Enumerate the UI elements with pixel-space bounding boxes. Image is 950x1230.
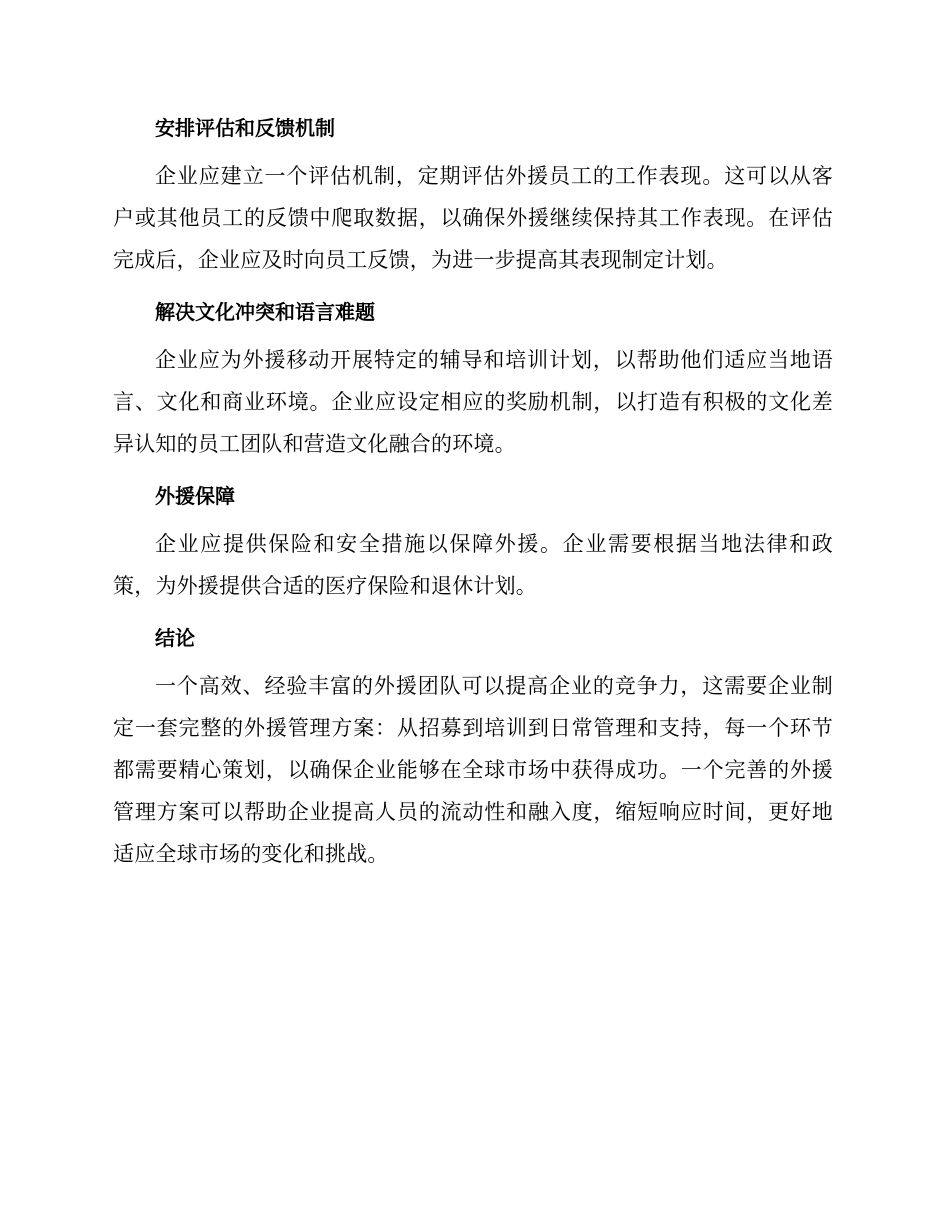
- section-support-guarantee: [113, 476, 833, 607]
- section-paragraph: 企业应提供保险和安全措施以保障外援。企业需要根据当地法律和政策，为外援提供合适的医疗保险和退休计划。: [113, 532, 833, 598]
- section-evaluation-feedback: [113, 108, 833, 281]
- section-paragraph: 企业应为外援移动开展特定的辅导和培训计划，以帮助他们适应当地语言、文化和商业环境。企业应设定相应的奖励机制，以打造有积极的文化差异认知的员工团队和营造文化融合的环境。: [113, 348, 833, 456]
- section-culture-language: [113, 292, 833, 465]
- section-heading: 解决文化冲突和语言难题: [155, 300, 375, 324]
- section-conclusion: [113, 618, 833, 875]
- section-heading: 结论: [155, 626, 195, 650]
- document-page: [113, 108, 833, 886]
- section-paragraph: 企业应建立一个评估机制，定期评估外援员工的工作表现。这可以从客户或其他员工的反馈中爬取数据，以确保外援继续保持其工作表现。在评估完成后，企业应及时向员工反馈，为进一步提高其表现制定计划。: [113, 164, 833, 272]
- section-paragraph: 一个高效、经验丰富的外援团队可以提高企业的竞争力，这需要企业制定一套完整的外援管理方案：从招募到培训到日常管理和支持，每一个环节都需要精心策划，以确保企业能够在全球市场中获得成功。一个完善的外援管理方案可以帮助企业提高人员的流动性和融入度，缩短响应时间，更好地适应全球市场的变化和挑战。: [113, 674, 833, 866]
- section-heading: 外援保障: [155, 484, 235, 508]
- section-heading: 安排评估和反馈机制: [155, 116, 335, 140]
